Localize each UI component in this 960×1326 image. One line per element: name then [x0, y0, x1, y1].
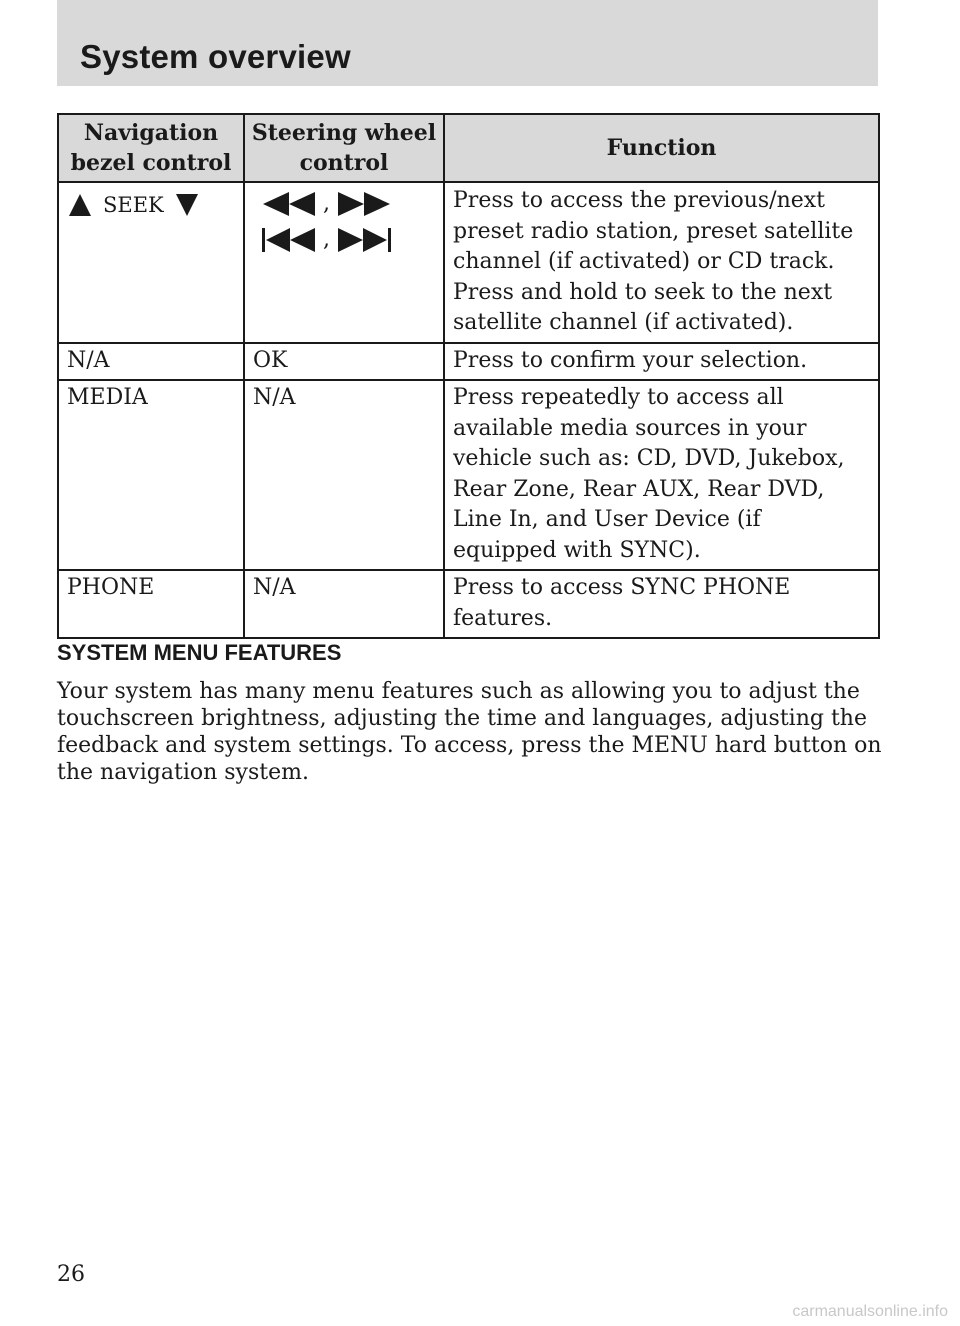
steering-cell: OK	[244, 343, 444, 381]
rewind-icon	[261, 192, 317, 216]
body-line: the navigation system.	[57, 760, 309, 785]
function-line: Press to access the previous/next	[453, 188, 826, 213]
skip-next-icon	[336, 228, 392, 252]
table-row	[58, 570, 879, 638]
function-line: satellite channel (if activated).	[453, 310, 794, 335]
body-line: Your system has many menu features such as allowing you to adjust the	[57, 679, 860, 704]
fast-forward-icon	[336, 192, 392, 216]
function-cell	[444, 343, 879, 381]
steering-cell: N/A	[244, 570, 444, 638]
header-line: Navigation	[83, 120, 219, 146]
function-line: Rear Zone, Rear AUX, Rear DVD,	[453, 476, 825, 502]
seek-label: SEEK	[103, 193, 164, 217]
bezel-cell: MEDIA	[58, 380, 244, 570]
function-line: available media sources in your	[453, 415, 807, 441]
bezel-cell	[58, 182, 244, 343]
function-cell	[444, 380, 879, 570]
table-row	[58, 343, 879, 381]
page-number: 26	[57, 1262, 85, 1287]
controls-table	[57, 113, 880, 639]
function-cell	[444, 182, 879, 343]
function-line: Press repeatedly to access all	[453, 385, 784, 410]
triangle-up-icon	[67, 192, 93, 218]
page-header	[57, 0, 878, 86]
steering-cell: N/A	[244, 380, 444, 570]
steering-cell	[244, 182, 444, 343]
function-line: Press to access SYNC PHONE	[453, 575, 791, 600]
bezel-cell: N/A	[58, 343, 244, 381]
table-row	[58, 182, 879, 343]
function-line: channel (if activated) or CD track.	[453, 249, 835, 274]
function-line: Press and hold to seek to the next	[453, 279, 833, 305]
column-header-bezel	[58, 114, 244, 182]
column-header-function: Function	[444, 114, 879, 182]
separator: ,	[323, 190, 330, 216]
section-body	[57, 678, 887, 786]
header-line: Steering wheel	[251, 120, 437, 146]
bezel-cell: PHONE	[58, 570, 244, 638]
table-header-row	[58, 114, 879, 182]
separator: ,	[323, 226, 330, 252]
function-line: Line In, and User Device (if	[453, 507, 761, 532]
section-heading: SYSTEM MENU FEATURES	[57, 640, 342, 665]
function-line: Press to confirm your selection.	[453, 347, 808, 373]
column-header-steering	[244, 114, 444, 182]
header-line: control	[299, 150, 389, 176]
header-line: bezel control	[70, 150, 232, 176]
function-line: preset radio station, preset satellite	[453, 218, 854, 244]
function-line: vehicle such as: CD, DVD, Jukebox,	[453, 446, 845, 471]
skip-previous-icon	[261, 228, 317, 252]
function-line: features.	[453, 605, 553, 631]
watermark: carmanualsonline.info	[792, 1303, 948, 1320]
body-line: touchscreen brightness, adjusting the time and languages, adjusting the	[57, 706, 867, 731]
table-row	[58, 380, 879, 570]
page-title: System overview	[80, 38, 351, 75]
function-cell	[444, 570, 879, 638]
triangle-down-icon	[174, 192, 200, 218]
body-line: feedback and system settings. To access, press the MENU hard button on	[57, 733, 882, 758]
function-line: equipped with SYNC).	[453, 537, 701, 563]
